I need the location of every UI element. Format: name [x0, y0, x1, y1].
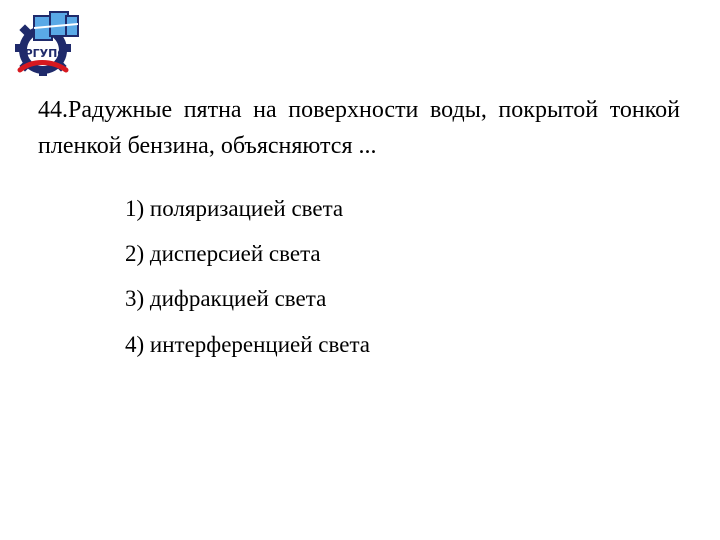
question-text: 44.Радужные пятна на поверхности воды, покрытой тонкой пленкой бензина, объясняются ...	[38, 97, 680, 159]
answer-option-1: 1) поляризацией света	[125, 196, 344, 221]
answer-option-2: 2) дисперсией света	[125, 241, 321, 266]
answer-option-4: 4) интерференцией света	[125, 332, 370, 357]
university-logo-icon	[4, 8, 82, 88]
logo-text: РГУПС	[24, 47, 66, 60]
answer-option-3: 3) дифракцией света	[125, 286, 327, 311]
